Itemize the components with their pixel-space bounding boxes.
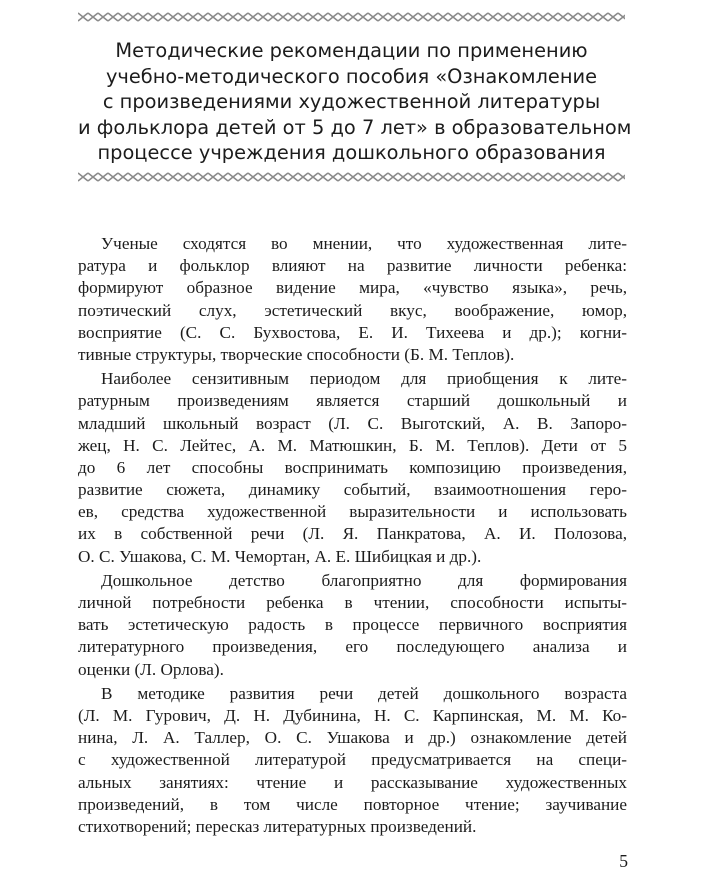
text-line: с художественной литературой предусматривается на специ- <box>78 750 627 770</box>
text-line: оценки (Л. Орлова). <box>78 659 224 679</box>
text-line: ев, средства художественной выразительности и использовать <box>78 502 627 522</box>
page-number: 5 <box>619 851 628 871</box>
text-line: их в собственной речи (Л. Я. Панкратова, А. И. Полозова, <box>78 524 627 544</box>
text-line: стихотворений; пересказ литературных произведений. <box>78 816 477 836</box>
section-title <box>78 38 632 166</box>
text-line: ратура и фольклор влияют на развитие личности ребенка: <box>78 256 627 276</box>
text-line: нина, Л. А. Таллер, О. С. Ушакова и др.) ознакомление детей <box>78 728 627 748</box>
title-line: с произведениями художественной литературы <box>102 90 601 113</box>
title-line: учебно-методического пособия «Ознакомление <box>105 64 598 88</box>
title-line: и фольклора детей от 5 до 7 лет» в образовательном <box>78 115 632 139</box>
text-line: поэтический слух, эстетический вкус, воображение, юмор, <box>78 300 627 320</box>
paragraph <box>78 233 627 366</box>
text-line: развитие сюжета, динамику событий, взаимоотношения геро- <box>78 480 627 500</box>
paragraph <box>78 368 627 568</box>
bottom-ornament-border <box>78 171 625 183</box>
text-line: литературного произведения, его последующего анализа и <box>78 637 627 657</box>
text-line: В методике развития речи детей дошкольного возраста <box>101 683 627 703</box>
paragraph <box>78 683 627 838</box>
text-line: произведений, в том числе повторное чтение; заучивание <box>78 794 627 814</box>
text-line: формируют образное видение мира, «чувство языка», речь, <box>78 278 627 298</box>
text-line: альных занятиях: чтение и рассказывание художественных <box>78 772 627 792</box>
text-line: младший школьный возраст (Л. С. Выготский, А. В. Запоро- <box>78 413 627 433</box>
text-line: О. С. Ушакова, С. М. Чемортан, А. Е. Шибицкая и др.). <box>78 546 482 566</box>
text-line: Дошкольное детство благоприятно для формирования <box>101 570 627 590</box>
title-line: Методические рекомендации по применению <box>115 39 588 62</box>
top-ornament-border <box>78 11 625 23</box>
text-line: Ученые сходятся во мнении, что художественная лите- <box>101 234 627 253</box>
text-line: личной потребности ребенка в чтении, способности испыты- <box>78 593 627 612</box>
text-line: тивные структуры, творческие способности (Б. М. Теплов). <box>78 344 515 364</box>
text-line: Наиболее сензитивным периодом для приобщения к лите- <box>101 369 627 389</box>
text-line: ратурным произведениям является старший дошкольный и <box>78 391 627 411</box>
text-line: (Л. М. Гурович, Д. Н. Дубинина, Н. С. Карпинская, М. М. Ко- <box>78 705 627 725</box>
text-line: вать эстетическую радость в процессе первичного восприятия <box>78 615 627 635</box>
body-text <box>78 233 627 840</box>
title-line: процессе учреждения дошкольного образования <box>97 141 606 164</box>
text-line: восприятие (С. С. Бухвостова, Е. И. Тихеева и др.); когни- <box>78 322 627 342</box>
paragraph <box>78 570 627 681</box>
text-line: до 6 лет способны воспринимать композицию произведения, <box>78 457 627 477</box>
text-line: жец, Н. С. Лейтес, А. М. Матюшкин, Б. М. Теплов). Дети от 5 <box>78 435 627 455</box>
